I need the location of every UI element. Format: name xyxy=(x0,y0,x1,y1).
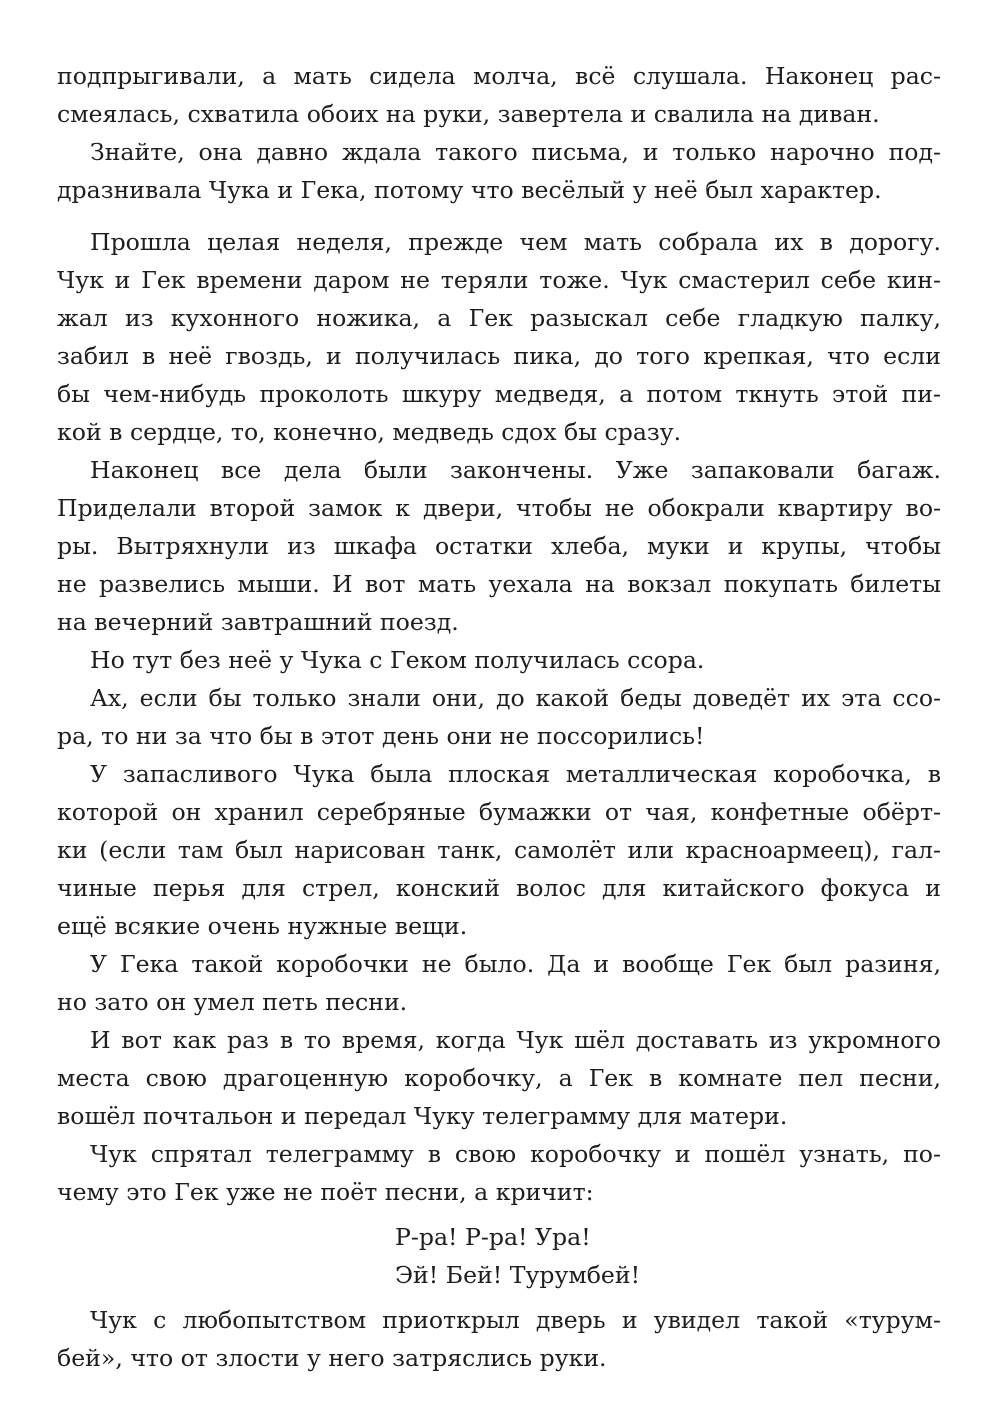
text-line: которой он хранил серебряные бумажки от чая, конфетные обёрт- xyxy=(57,798,941,826)
text-line: Знайте, она давно ждала такого письма, и только нарочно под- xyxy=(90,138,941,166)
text-line: но зато он умел петь песни. xyxy=(57,988,408,1016)
text-line: ещё всякие очень нужные вещи. xyxy=(57,912,468,940)
text-line: Приделали второй замок к двери, чтобы не обокрали квартиру во- xyxy=(57,494,941,522)
verse-line: Эй! Бей! Турумбей! xyxy=(395,1261,641,1289)
text-line: У запасливого Чука была плоская металлическая коробочка, в xyxy=(90,760,941,788)
text-line: чему это Гек уже не поёт песни, а кричит: xyxy=(57,1178,594,1206)
text-line: И вот как раз в то время, когда Чук шёл доставать из укромного xyxy=(90,1026,941,1054)
text-line: места свою драгоценную коробочку, а Гек в комнате пел песни, xyxy=(57,1064,941,1092)
text-line: на вечерний завтрашний поезд. xyxy=(57,608,459,636)
text-line: ки (если там был нарисован танк, самолёт или красноармеец), гал- xyxy=(57,836,941,864)
text-line: Чук и Гек времени даром не теряли тоже. Чук смастерил себе кин- xyxy=(57,266,941,294)
text-line: У Гека такой коробочки не было. Да и вообще Гек был разиня, xyxy=(90,950,941,978)
text-line: Прошла целая неделя, прежде чем мать собрала их в дорогу. xyxy=(90,228,941,256)
text-line: Ах, если бы только знали они, до какой беды доведёт их эта ссо- xyxy=(90,684,941,712)
text-line: бы чем-нибудь проколоть шкуру медведя, а потом ткнуть этой пи- xyxy=(57,380,941,408)
text-line: забил в неё гвоздь, и получилась пика, до того крепкая, что если xyxy=(57,342,941,370)
text-line: Наконец все дела были закончены. Уже запаковали багаж. xyxy=(90,456,941,484)
text-line: Чук с любопытством приоткрыл дверь и увидел такой «турум- xyxy=(90,1306,941,1334)
text-line: подпрыгивали, а мать сидела молча, всё слушала. Наконец рас- xyxy=(57,62,941,90)
text-line: Чук спрятал телеграмму в свою коробочку и пошёл узнать, по- xyxy=(90,1140,941,1168)
text-line: Но тут без неё у Чука с Геком получилась ссора. xyxy=(90,646,705,674)
text-line: вошёл почтальон и передал Чуку телеграмму для матери. xyxy=(57,1102,788,1130)
text-line: бей», что от злости у него затряслись руки. xyxy=(57,1344,607,1372)
text-line: чиные перья для стрел, конский волос для китайского фокуса и xyxy=(57,874,941,902)
verse-line: Р-ра! Р-ра! Ура! xyxy=(395,1223,591,1251)
text-line: смеялась, схватила обоих на руки, завертела и свалила на диван. xyxy=(57,100,880,128)
text-line: ра, то ни за что бы в этот день они не поссорились! xyxy=(57,722,705,750)
text-line: кой в сердце, то, конечно, медведь сдох бы сразу. xyxy=(57,418,682,446)
text-line: жал из кухонного ножика, а Гек разыскал себе гладкую палку, xyxy=(57,304,941,332)
text-line: не развелись мыши. И вот мать уехала на вокзал покупать билеты xyxy=(57,570,941,598)
text-line: дразнивала Чука и Гека, потому что весёлый у неё был характер. xyxy=(57,176,882,204)
text-line: ры. Вытряхнули из шкафа остатки хлеба, муки и крупы, чтобы xyxy=(57,532,941,560)
